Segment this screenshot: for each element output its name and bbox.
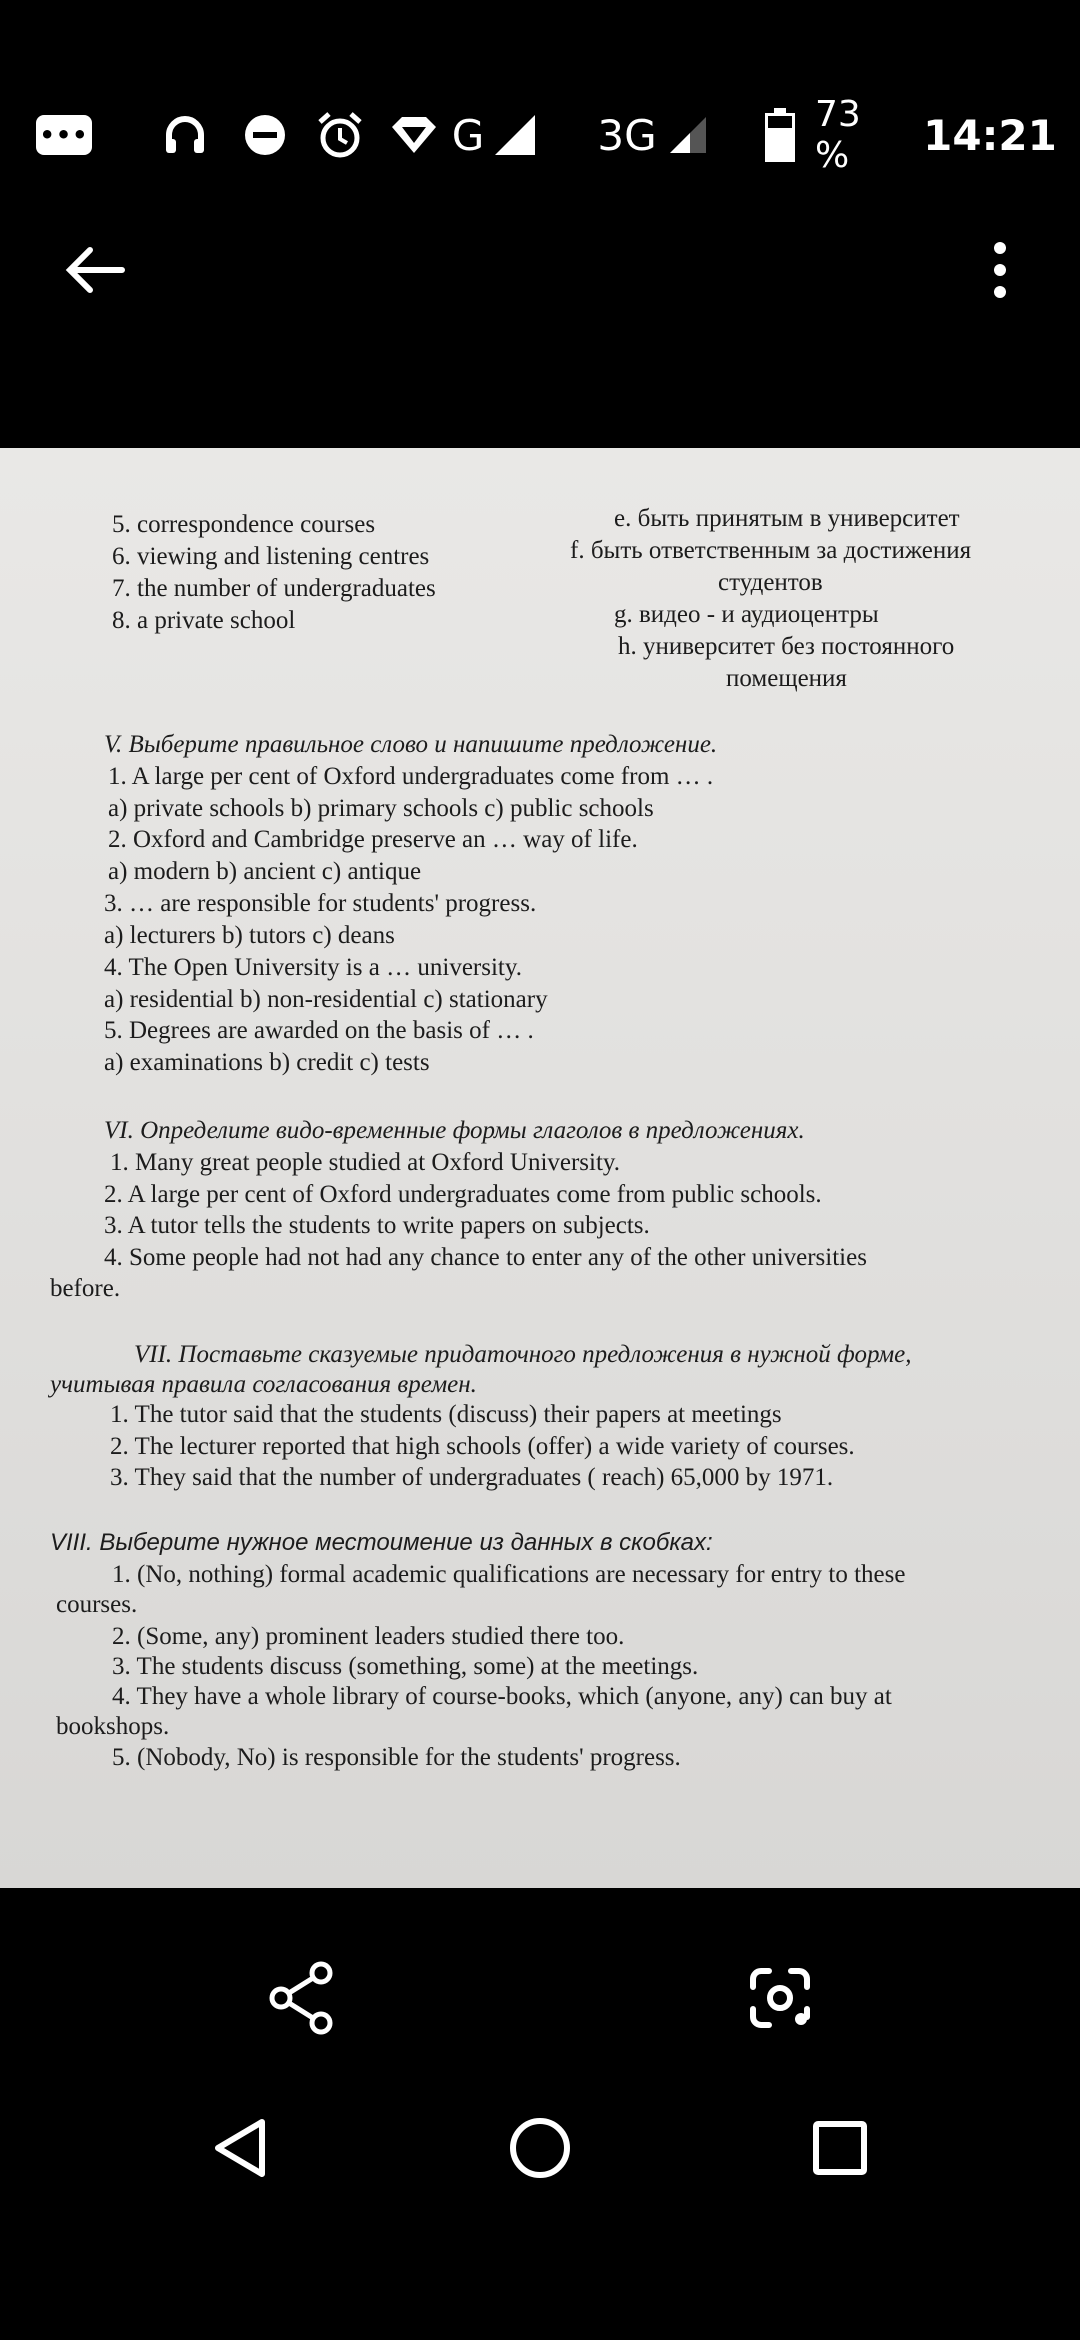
task-line: 4. They have a whole library of course-books, which (anyone, any) can buy at bbox=[112, 1683, 892, 1710]
task-heading: VII. Поставьте сказуемые придаточного предложения в нужной форме, bbox=[134, 1341, 912, 1368]
lens-icon[interactable] bbox=[740, 1958, 820, 2038]
network-type-2: 3G bbox=[597, 110, 657, 160]
task-line: 1. Many great people studied at Oxford University. bbox=[110, 1149, 621, 1176]
more-vert-icon[interactable] bbox=[975, 225, 1025, 315]
clock: 14:21 bbox=[923, 110, 1057, 160]
task-line: a) modern b) ancient c) antique bbox=[108, 858, 422, 885]
data-saver-icon bbox=[386, 100, 442, 170]
nav-back-icon[interactable] bbox=[200, 2108, 280, 2188]
task-heading: V. Выберите правильное слово и напишите предложение. bbox=[104, 731, 718, 758]
task-line: 2. Oxford and Cambridge preserve an … way of life. bbox=[108, 826, 638, 853]
task-heading: учитывая правила согласования времен. bbox=[50, 1371, 477, 1398]
task-line: 3. They said that the number of undergraduates ( reach) 65,000 by 1971. bbox=[110, 1464, 834, 1491]
task-line: a) private schools b) primary schools c) public schools bbox=[108, 795, 654, 822]
match-left-item: 7. the number of undergraduates bbox=[112, 575, 436, 602]
share-icon[interactable] bbox=[262, 1958, 342, 2038]
match-right-item: h. университет без постоянного bbox=[618, 633, 955, 660]
task-line: 4. The Open University is a … university. bbox=[104, 954, 522, 981]
task-line: 3. A tutor tells the students to write papers on subjects. bbox=[104, 1212, 650, 1239]
task-line: a) residential b) non-residential c) stationary bbox=[104, 986, 548, 1013]
match-right-item: e. быть принятым в университет bbox=[614, 505, 960, 532]
task-line: bookshops. bbox=[56, 1713, 170, 1740]
back-arrow-icon[interactable] bbox=[55, 235, 135, 305]
task-line: 4. Some people had not had any chance to enter any of the other universities bbox=[104, 1244, 867, 1271]
task-line: courses. bbox=[56, 1591, 138, 1618]
nav-recents-icon[interactable] bbox=[800, 2108, 880, 2188]
match-left-item: 5. correspondence courses bbox=[112, 511, 376, 538]
match-right-item: f. быть ответственным за достижения bbox=[570, 537, 972, 564]
match-right-item: помещения bbox=[726, 665, 847, 692]
task-line: 3. The students discuss (something, some) at the meetings. bbox=[112, 1653, 699, 1680]
network-type: G bbox=[451, 110, 485, 160]
document-photo bbox=[0, 448, 1080, 1888]
task-line: 2. A large per cent of Oxford undergraduates come from public schools. bbox=[104, 1181, 822, 1208]
notification-icon: ••• bbox=[34, 100, 94, 170]
dnd-icon bbox=[240, 100, 290, 170]
task-line: a) lecturers b) tutors c) deans bbox=[104, 922, 395, 949]
task-line: 1. The tutor said that the students (discuss) their papers at meetings bbox=[110, 1401, 782, 1428]
task-heading: VIII. Выберите нужное местоимение из данных в скобках: bbox=[50, 1529, 713, 1556]
task-line: 2. (Some, any) prominent leaders studied there too. bbox=[112, 1623, 625, 1650]
headphones-icon bbox=[160, 100, 210, 170]
task-heading: VI. Определите видо-временные формы глаголов в предложениях. bbox=[104, 1117, 805, 1144]
bottom-bar bbox=[0, 1888, 1080, 2340]
status-bar bbox=[0, 0, 1080, 270]
task-line: 5. (Nobody, No) is responsible for the students' progress. bbox=[112, 1744, 681, 1771]
match-right-item: студентов bbox=[718, 569, 823, 596]
task-line: 1. A large per cent of Oxford undergraduates come from … . bbox=[108, 763, 714, 790]
task-line: 1. (No, nothing) formal academic qualifications are necessary for entry to these bbox=[112, 1561, 906, 1588]
task-line: 3. … are responsible for students' progress. bbox=[104, 890, 537, 917]
nav-home-icon[interactable] bbox=[500, 2108, 580, 2188]
battery-percent: 73 % bbox=[815, 94, 861, 176]
task-line: a) examinations b) credit c) tests bbox=[104, 1049, 430, 1076]
signal-icon bbox=[490, 100, 540, 170]
signal-icon-2 bbox=[666, 100, 710, 170]
battery-icon bbox=[762, 100, 798, 170]
match-left-item: 6. viewing and listening centres bbox=[112, 543, 430, 570]
task-line: 5. Degrees are awarded on the basis of … . bbox=[104, 1017, 534, 1044]
task-line: 2. The lecturer reported that high schools (offer) a wide variety of courses. bbox=[110, 1433, 855, 1460]
match-left-item: 8. a private school bbox=[112, 607, 296, 634]
alarm-icon bbox=[312, 100, 368, 170]
match-right-item: g. видео - и аудиоцентры bbox=[614, 601, 879, 628]
task-line: before. bbox=[50, 1275, 121, 1302]
